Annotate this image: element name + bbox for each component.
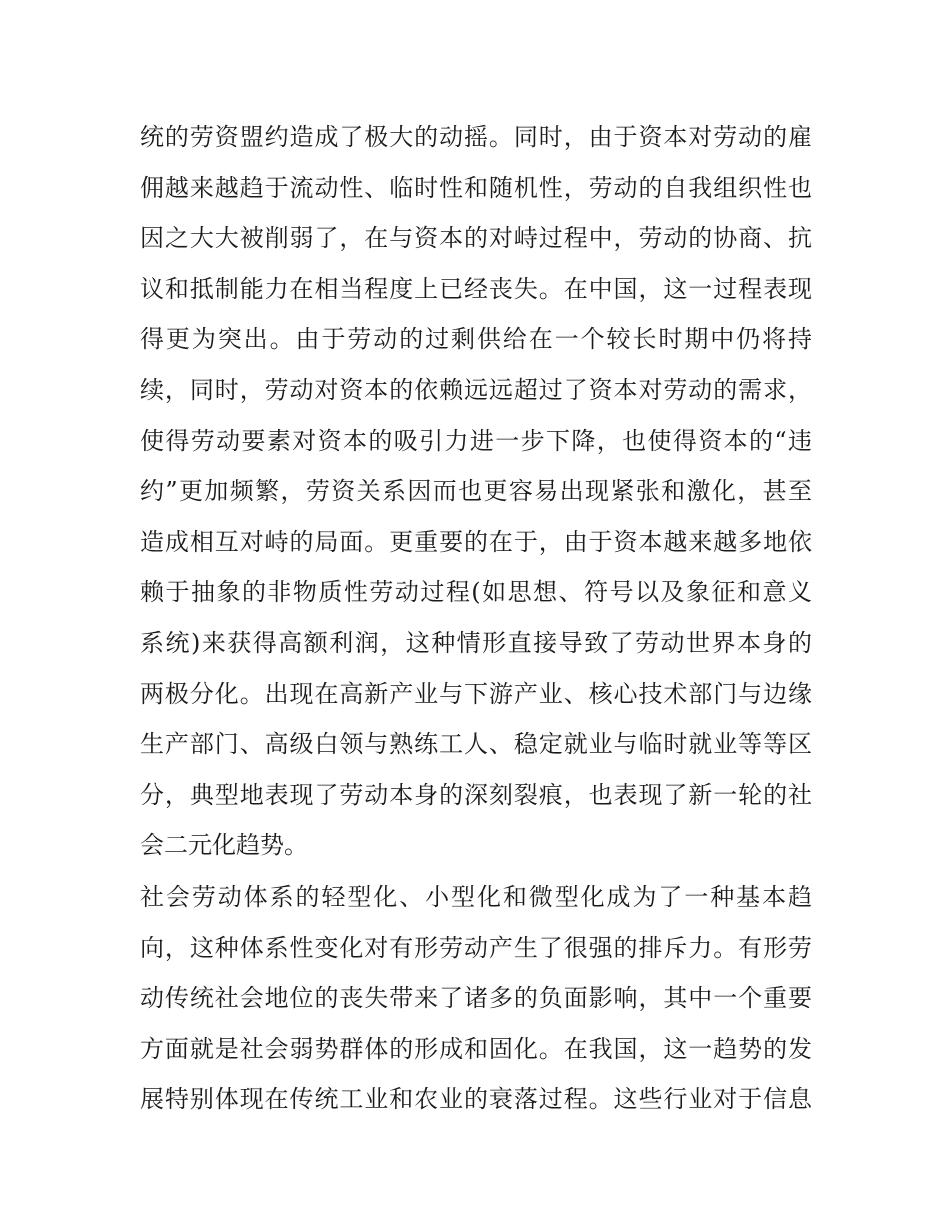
text-line: 续，同时，劳动对资本的依赖远远超过了资本对劳动的需求， bbox=[140, 375, 812, 404]
text-line: 会二元化趋势。 bbox=[140, 831, 308, 860]
text-line: 佣越来越趋于流动性、临时性和随机性，劳动的自我组织性也 bbox=[140, 173, 812, 202]
paragraph-1 bbox=[140, 112, 812, 871]
text-line: 造成相互对峙的局面。更重要的在于，由于资本越来越多地依 bbox=[140, 527, 812, 556]
paragraph-2 bbox=[140, 872, 812, 1125]
text-line: 社会劳动体系的轻型化、小型化和微型化成为了一种基本趋 bbox=[140, 883, 812, 911]
text-line: 分，典型地表现了劳动本身的深刻裂痕，也表现了新一轮的社 bbox=[140, 780, 812, 809]
text-line: 得更为突出。由于劳动的过剩供给在一个较长时期中仍将持 bbox=[140, 325, 812, 354]
text-line: 赖于抽象的非物质性劳动过程(如思想、符号以及象征和意义 bbox=[140, 578, 812, 607]
text-line: 议和抵制能力在相当程度上已经丧失。在中国，这一过程表现 bbox=[140, 274, 812, 303]
text-line: 系统)来获得高额利润，这种情形直接导致了劳动世界本身的 bbox=[140, 628, 812, 657]
text-line: 两极分化。出现在高新产业与下游产业、核心技术部门与边缘 bbox=[140, 679, 812, 708]
text-line: 向，这种体系性变化对有形劳动产生了很强的排斥力。有形劳 bbox=[140, 933, 812, 962]
text-line: 方面就是社会弱势群体的形成和固化。在我国，这一趋势的发 bbox=[140, 1034, 812, 1063]
text-line: 生产部门、高级白领与熟练工人、稳定就业与临时就业等等区 bbox=[140, 730, 812, 759]
text-line: 因之大大被削弱了，在与资本的对峙过程中，劳动的协商、抗 bbox=[140, 224, 812, 253]
text-line: 约”更加频繁，劳资关系因而也更容易出现紧张和激化，甚至 bbox=[140, 477, 812, 506]
text-line: 统的劳资盟约造成了极大的动摇。同时，由于资本对劳动的雇 bbox=[140, 123, 812, 151]
text-line: 动传统社会地位的丧失带来了诸多的负面影响，其中一个重要 bbox=[140, 984, 812, 1013]
text-line: 展特别体现在传统工业和农业的衰落过程。这些行业对于信息 bbox=[140, 1085, 812, 1114]
text-line: 使得劳动要素对资本的吸引力进一步下降，也使得资本的“违 bbox=[140, 426, 812, 455]
